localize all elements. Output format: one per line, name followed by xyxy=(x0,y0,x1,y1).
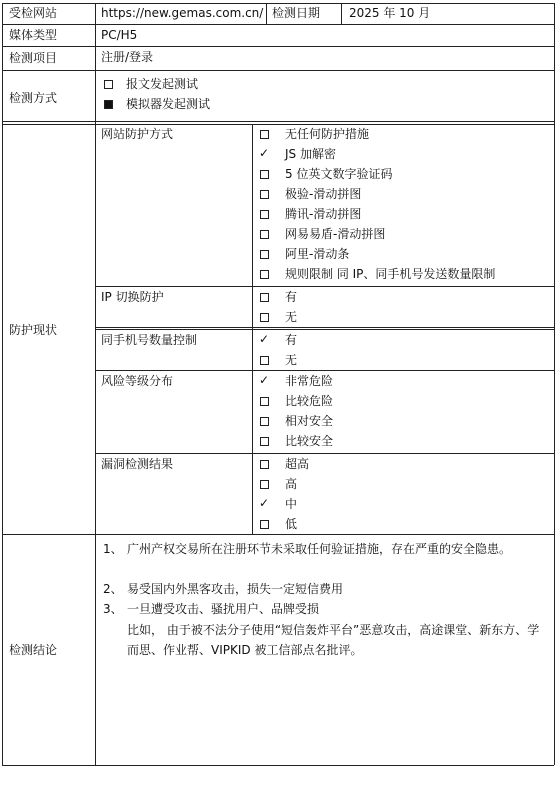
status-option-label: 比较安全 xyxy=(285,434,334,448)
checkbox-empty-icon xyxy=(260,397,269,406)
grid-line xyxy=(2,70,554,71)
check-mark-icon: ✓ xyxy=(259,146,270,160)
grid-line xyxy=(2,3,3,765)
status-option-label: 相对安全 xyxy=(285,414,334,428)
grid-line xyxy=(266,3,267,24)
checkbox-empty-icon xyxy=(260,437,269,446)
checkbox-empty-icon xyxy=(260,356,269,365)
checkbox-filled-icon xyxy=(104,100,113,109)
conclusion-item-text: 广州产权交易所在注册环节未采取任何验证措施，存在严重的安全隐患。 xyxy=(127,542,512,556)
grid-line xyxy=(2,3,554,4)
grid-line xyxy=(2,765,554,766)
status-option-label: 无任何防护措施 xyxy=(285,127,370,141)
conclusion-item-text: 易受国内外黑客攻击，损失一定短信费用 xyxy=(127,582,344,596)
grid-line xyxy=(2,24,554,25)
checkbox-empty-icon xyxy=(260,270,269,279)
date-label: 检测日期 xyxy=(272,6,321,20)
grid-line xyxy=(2,124,554,125)
check-mark-icon: ✓ xyxy=(259,332,270,346)
status-group-title: IP 切换防护 xyxy=(101,290,164,304)
checkbox-empty-icon xyxy=(260,293,269,302)
status-option-label: 5 位英文数字验证码 xyxy=(285,167,393,181)
checkbox-empty-icon xyxy=(260,210,269,219)
status-group-title: 网站防护方式 xyxy=(101,127,174,141)
checkbox-empty-icon xyxy=(260,230,269,239)
conclusion-label: 检测结论 xyxy=(9,643,58,657)
grid-line xyxy=(2,534,554,535)
status-group-title: 同手机号数量控制 xyxy=(101,333,198,347)
grid-line xyxy=(554,3,555,765)
check-mark-icon: ✓ xyxy=(259,496,270,510)
grid-line xyxy=(95,327,554,328)
status-option-label: 无 xyxy=(285,310,298,324)
checkbox-empty-icon xyxy=(260,417,269,426)
date-value: 2025 年 10 月 xyxy=(349,6,431,20)
grid-line xyxy=(95,370,554,371)
site-url: https://new.gemas.com.cn/ xyxy=(101,6,264,20)
site-label: 受检网站 xyxy=(9,6,58,20)
status-option-label: 极验-滑动拼图 xyxy=(285,187,362,201)
media-value: PC/H5 xyxy=(101,28,138,42)
checkbox-empty-icon xyxy=(260,190,269,199)
check-mark-icon: ✓ xyxy=(259,373,270,387)
grid-line xyxy=(95,3,96,765)
checkbox-empty-icon xyxy=(260,130,269,139)
status-option-label: 腾讯-滑动拼图 xyxy=(285,207,362,221)
item-label: 检测项目 xyxy=(9,51,58,65)
checkbox-empty-icon xyxy=(260,480,269,489)
method-label: 检测方式 xyxy=(9,91,58,105)
status-option-label: 非常危险 xyxy=(285,374,334,388)
grid-line xyxy=(95,286,554,287)
status-option-label: 网易易盾-滑动拼图 xyxy=(285,227,386,241)
status-option-label: 有 xyxy=(285,333,298,347)
grid-line xyxy=(95,453,554,454)
grid-line xyxy=(2,46,554,47)
status-group-title: 风险等级分布 xyxy=(101,374,174,388)
status-section-label: 防护现状 xyxy=(9,323,58,337)
method-option-label: 模拟器发起测试 xyxy=(126,97,211,111)
status-option-label: 无 xyxy=(285,353,298,367)
status-option-label: 高 xyxy=(285,477,298,491)
grid-line xyxy=(95,329,554,330)
status-option-label: 规则限制 同 IP、同手机号发送数量限制 xyxy=(285,267,496,281)
conclusion-item-number: 3、 xyxy=(103,602,123,616)
checkbox-empty-icon xyxy=(104,80,113,89)
checkbox-empty-icon xyxy=(260,460,269,469)
status-option-label: 比较危险 xyxy=(285,394,334,408)
media-label: 媒体类型 xyxy=(9,28,58,42)
checkbox-empty-icon xyxy=(260,250,269,259)
checkbox-empty-icon xyxy=(260,520,269,529)
conclusion-note: 比如， 由于被不法分子使用“短信轰炸平台”恶意攻击，高途课堂、新东方、学而思、作业帮、VIPKID 被工信部点名批评。 xyxy=(127,623,540,657)
grid-line xyxy=(2,121,554,122)
checkbox-empty-icon xyxy=(260,313,269,322)
status-option-label: 超高 xyxy=(285,457,310,471)
conclusion-item-number: 1、 xyxy=(103,542,123,556)
conclusion-item-number: 2、 xyxy=(103,582,123,596)
grid-line xyxy=(341,3,342,24)
conclusion-item-text: 一旦遭受攻击、骚扰用户、品牌受损 xyxy=(127,602,320,616)
method-option-label: 报文发起测试 xyxy=(126,77,199,91)
status-option-label: JS 加解密 xyxy=(285,147,336,161)
status-option-label: 阿里-滑动条 xyxy=(285,247,350,261)
checkbox-empty-icon xyxy=(260,170,269,179)
status-option-label: 低 xyxy=(285,517,298,531)
status-option-label: 中 xyxy=(285,497,298,511)
status-group-title: 漏洞检测结果 xyxy=(101,457,174,471)
status-option-label: 有 xyxy=(285,290,298,304)
item-value: 注册/登录 xyxy=(101,50,154,64)
